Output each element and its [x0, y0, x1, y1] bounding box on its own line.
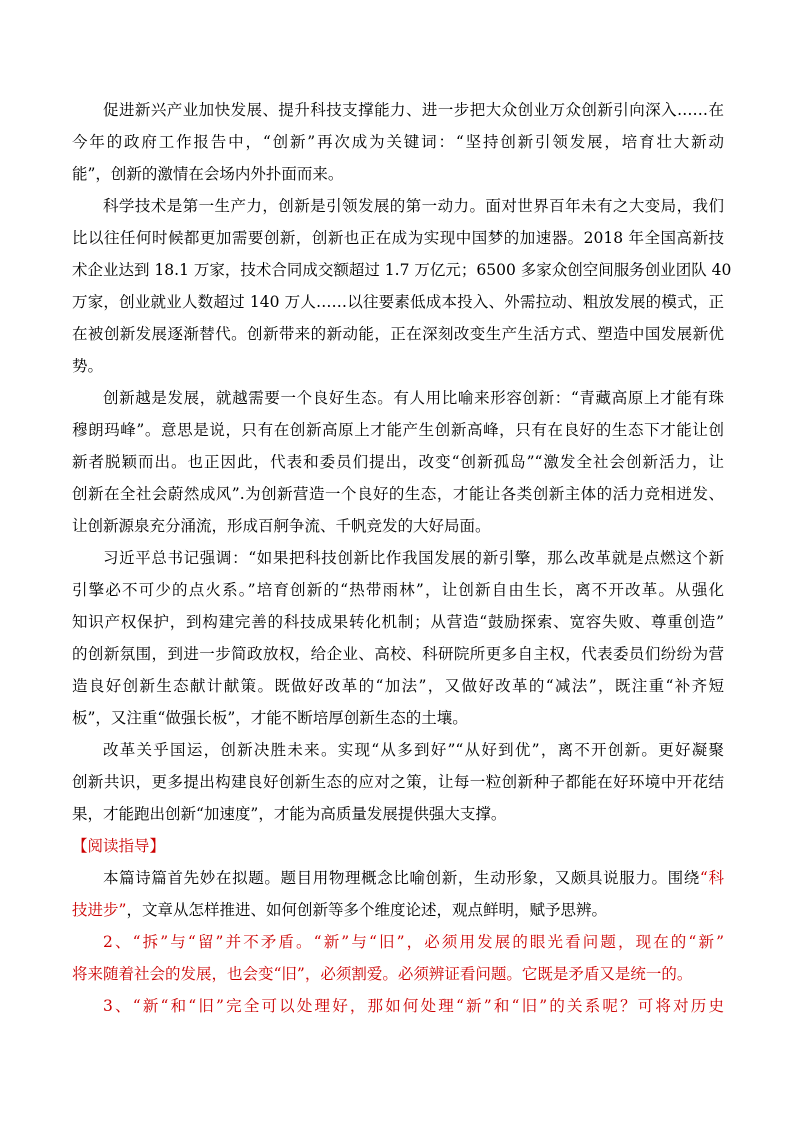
guide-text: 并不矛盾。	[223, 933, 314, 951]
guide-quote: “留”	[187, 933, 224, 951]
guide-text: 与	[168, 933, 188, 951]
text-line: 创新越是发展，就越需要一个良好生态。有人用比喻来形容创新：“青藏高原上才能有珠	[103, 389, 724, 407]
guide-highlight: “科	[699, 869, 724, 887]
text-line: 在被创新发展逐渐替代。创新带来的新动能，正在深刻改变生产生活方式、塑造中国发展新优	[72, 325, 724, 343]
text-line: 让创新源泉充分涌流，形成百舸争流、千帆竞发的大好局面。	[72, 517, 491, 535]
guide-text: 与	[349, 933, 369, 951]
text-line	[72, 862, 724, 894]
guide-text: 本篇诗篇首先妙在拟题。题目用物理概念比喻创新，生动形象，又颇具说服力。围绕	[103, 869, 700, 887]
text-line: 引擎必不可少的点火系。”培育创新的“热带雨林”，让创新自由生长，离不开改革。从强化	[72, 581, 724, 599]
paragraph-3	[72, 382, 724, 542]
guide-text: 和	[168, 997, 189, 1015]
guide-quote: “旧”	[511, 997, 548, 1015]
guide-text: 的关系呢？可将对历史	[547, 997, 724, 1015]
text-line: 创新共识，更多提出构建良好创新生态的应对之策，让每一粒创新种子都能在好环境中开花结	[72, 773, 724, 791]
text-line: 万家，创业就业人数超过 140 万人……以往要素低成本投入、外需拉动、粗放发展的模式，正	[72, 293, 724, 311]
guide-highlight: 技进步”	[72, 901, 127, 919]
text-line	[72, 990, 724, 1022]
text-line: 今年的政府工作报告中，“创新”再次成为关键词：“坚持创新引领发展，培育壮大新动	[72, 133, 724, 151]
text-line: 创新在全社会蔚然成风”.为创新营造一个良好的生态，才能让各类创新主体的活力竞相迸发、	[72, 485, 724, 503]
guide-quote: “新”	[688, 933, 724, 951]
text-line: 将来随着社会的发展，也会变“旧”，必须割爱。必须辨证看问题。它既是矛盾又是统一的。	[72, 965, 693, 983]
guide-quote: “新”	[455, 997, 492, 1015]
guide-quote: “新”	[313, 933, 350, 951]
guide-paragraph-2	[72, 926, 724, 990]
guide-number: 3、	[103, 997, 133, 1015]
guide-paragraph-1	[72, 862, 724, 926]
paragraph-1	[72, 94, 724, 190]
reading-guide-heading: 【阅读指导】	[72, 837, 166, 855]
guide-paragraph-3	[72, 990, 724, 1022]
guide-quote: “旧”	[368, 933, 405, 951]
text-line: 势。	[72, 357, 104, 375]
paragraph-2	[72, 190, 732, 382]
text-line: 改革关乎国运，创新决胜未来。实现“从多到好”“从好到优”，离不开创新。更好凝聚	[103, 741, 724, 759]
text-line: 比以往任何时候都更加需要创新，创新也正在成为实现中国梦的加速器。2018 年全国高新技	[72, 229, 724, 247]
reading-guide-section	[72, 830, 724, 862]
text-line: 术企业达到 18.1 万家，技术合同成交额超过 1.7 万亿元；6500 多家众创空间服务创业团队 40	[72, 261, 732, 279]
guide-text: ，文章从怎样推进、如何创新等多个维度论述，观点鲜明，赋予思辨。	[126, 901, 607, 919]
text-line: 果，才能跑出创新“加速度”，才能为高质量发展提供强大支撑。	[72, 805, 507, 823]
text-line: 促进新兴产业加快发展、提升科技支撑能力、进一步把大众创业万众创新引向深入……在	[103, 101, 724, 119]
paragraph-4	[72, 542, 724, 734]
text-line: 能”，创新的激情在会场内外扑面而来。	[72, 165, 344, 183]
paragraph-5	[72, 734, 724, 830]
text-line: 的创新氛围，到进一步简政放权，给企业、高校、科研院所更多自主权，代表委员们纷纷为营	[72, 645, 724, 663]
text-line: 知识产权保护，到构建完善的科技成果转化机制；从营造“鼓励探索、宽容失败、尊重创造”	[72, 613, 724, 631]
text-line: 穆朗玛峰”。意思是说，只有在创新高原上才能产生创新高峰，只有在良好的生态下才能让创	[72, 421, 724, 439]
guide-text: 和	[491, 997, 512, 1015]
text-line: 新者脱颖而出。也正因此，代表和委员们提出，改变“创新孤岛”“激发全社会创新活力，让	[72, 453, 724, 471]
text-line: 习近平总书记强调：“如果把科技创新比作我国发展的新引擎，那么改革就是点燃这个新	[103, 549, 724, 567]
text-line: 科学技术是第一生产力，创新是引领发展的第一动力。面对世界百年未有之大变局，我们	[103, 197, 724, 215]
guide-quote: “新“	[132, 997, 169, 1015]
guide-text: ，必须用发展的眼光看问题，现在的	[404, 933, 689, 951]
text-line: 板”，又注重“做强长板”，才能不断培厚创新生态的土壤。	[72, 709, 468, 727]
guide-text: 完全可以处理好，那如何处理	[223, 997, 456, 1015]
guide-quote: “拆”	[132, 933, 169, 951]
text-line: 造良好创新生态献计献策。既做好改革的“加法”，又做好改革的“减法”，既注重“补齐短	[72, 677, 724, 695]
text-line	[72, 926, 724, 958]
text-line	[72, 894, 724, 926]
guide-number: 2、	[103, 933, 133, 951]
guide-quote: “旧”	[188, 997, 224, 1015]
